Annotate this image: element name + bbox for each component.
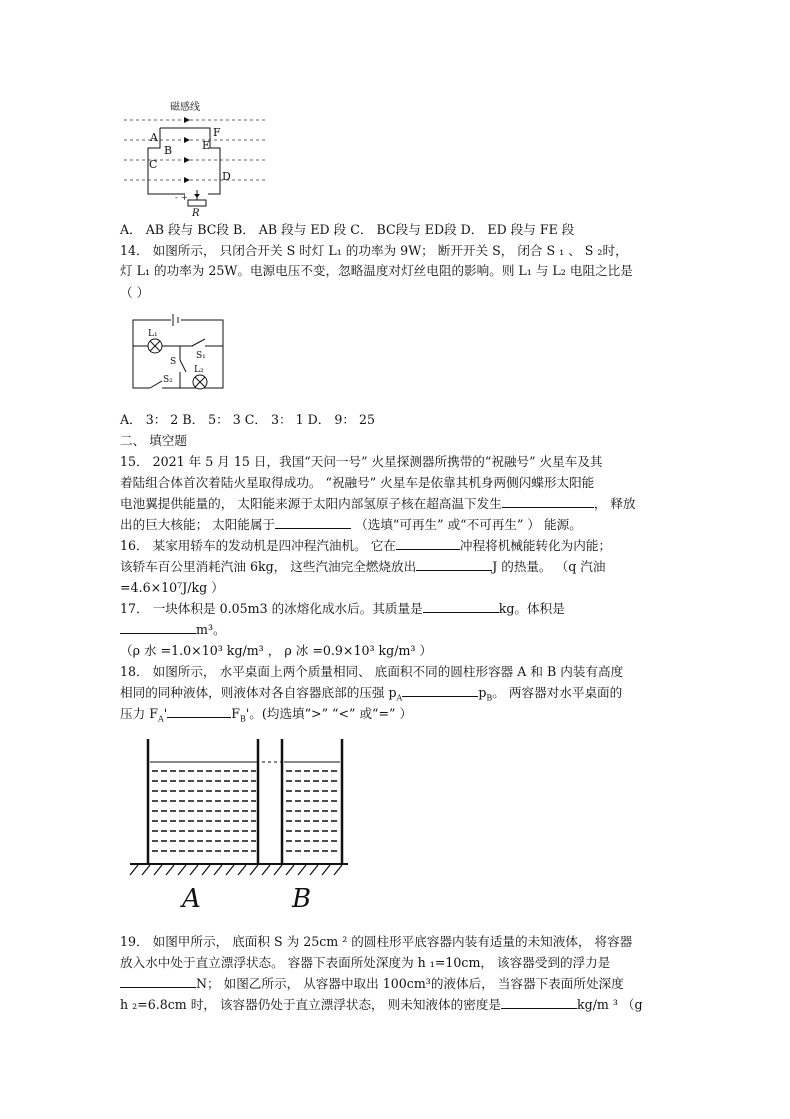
q17-line1: 17． 一块体积是 0.05m3 的冰熔化成水后。其质量是 kg。体积是 [120, 601, 565, 616]
q16-line3: =4.6×10⁷J/kg ） [120, 580, 224, 595]
q19-line3: N； 如图乙所示， 从容器中取出 100cm³的液体后， 当容器下表面所处深度 [120, 974, 624, 994]
battery-plus: + [181, 193, 188, 202]
label-c: C [149, 158, 158, 171]
magnetic-field-figure [120, 96, 270, 220]
label-f: F [213, 126, 221, 139]
q19-line1: 19． 如图甲所示， 底面积 S 为 25cm ² 的圆柱形平底容器内装有适量的未知液体， 将容器 [120, 934, 633, 949]
label-a: A [150, 131, 158, 144]
container-a-label: A [182, 884, 201, 914]
q13-options: A． AB 段与 BC段 B． AB 段与 ED 段 C． BC段与 ED段 D． ED 段与 FE 段 [120, 222, 575, 237]
q19-line2: 放入水中处于直立漂浮状态。 容器下表面所处深度为 h ₁=10cm， 该容器受到的浮力是 [120, 955, 611, 970]
q18-line3: 压力 $F_A'$ $F_B'$。(均选填“>” “<” 或“=” ） [120, 706, 413, 724]
label-r: R [192, 208, 200, 219]
label-s2: S₂ [163, 375, 173, 385]
q15-line2: 着陆组合体首次着陆火星取得成功。 “祝融号” 火星车是依靠其机身两侧闪蝶形太阳能 [120, 475, 595, 490]
q14-options: A． 3： 2 B． 5： 3 C． 3： 1 D． 9： 25 [120, 412, 375, 427]
q17-line3: （ρ 水 =1.0×10³ kg/m³ ， ρ 冰 =0.9×10³ kg/m³ ） [120, 643, 433, 658]
q17-line2: m³。 [120, 620, 226, 640]
battery-minus: - [175, 193, 178, 202]
label-s1: S₁ [196, 351, 206, 361]
q14-line3: （ ） [120, 285, 150, 300]
label-d: D [222, 170, 231, 183]
label-l1: L₁ [148, 329, 158, 339]
label-e: E [202, 139, 211, 152]
label-l2: L₂ [194, 365, 204, 375]
q15-line4: 出的巨大核能； 太阳能属于 （选填“可再生” 或“不可再生” ） 能源。 [120, 517, 582, 532]
q14-line2: 灯 L₁ 的功率为 25W。电源电压不变，忽略温度对灯丝电阻的影响。则 L₁ 与 L₂ 电阻之比是 [120, 263, 633, 278]
circuit-figure [130, 308, 230, 394]
q15-line1: 15． 2021 年 5 月 15 日，我国“天问一号” 火星探测器所携带的“祝融号” 火星车及其 [120, 454, 603, 469]
q18-line1: 18． 如图所示， 水平桌面上两个质量相同、 底面积不同的圆柱形容器 A 和 B 内装有高度 [120, 664, 624, 679]
field-lines-label: 磁感线 [170, 102, 200, 113]
label-s: S [170, 357, 177, 367]
containers-figure [126, 735, 352, 915]
q16-line1: 16． 某家用轿车的发动机是四冲程汽油机。 它在 冲程将机械能转化为内能； [120, 538, 612, 553]
q14-line1: 14． 如图所示， 只闭合开关 S 时灯 L₁ 的功率为 9W； 断开开关 S， 闭合 S ₁ 、 S ₂时， [120, 243, 628, 258]
section-heading: 二、 填空题 [120, 433, 187, 448]
q16-line2: 该轿车百公里消耗汽油 6kg， 这些汽油完全燃烧放出 J 的热量。 （q 汽油 [120, 559, 606, 574]
container-b-label: B [292, 884, 312, 914]
q19-line4: h ₂=6.8cm 时， 该容器仍处于直立漂浮状态， 则未知液体的密度是 kg/m ³ （g [120, 997, 643, 1012]
q18-line2: 相同的同种液体，则液体对各自容器底部的压强 $p_A$ $p_B$。 两容器对水平桌面的 [120, 685, 623, 703]
label-b: B [164, 144, 173, 157]
q15-line3: 电池翼提供能量的， 太阳能来源于太阳内部氢原子核在超高温下发生 ， 释放 [120, 496, 636, 511]
